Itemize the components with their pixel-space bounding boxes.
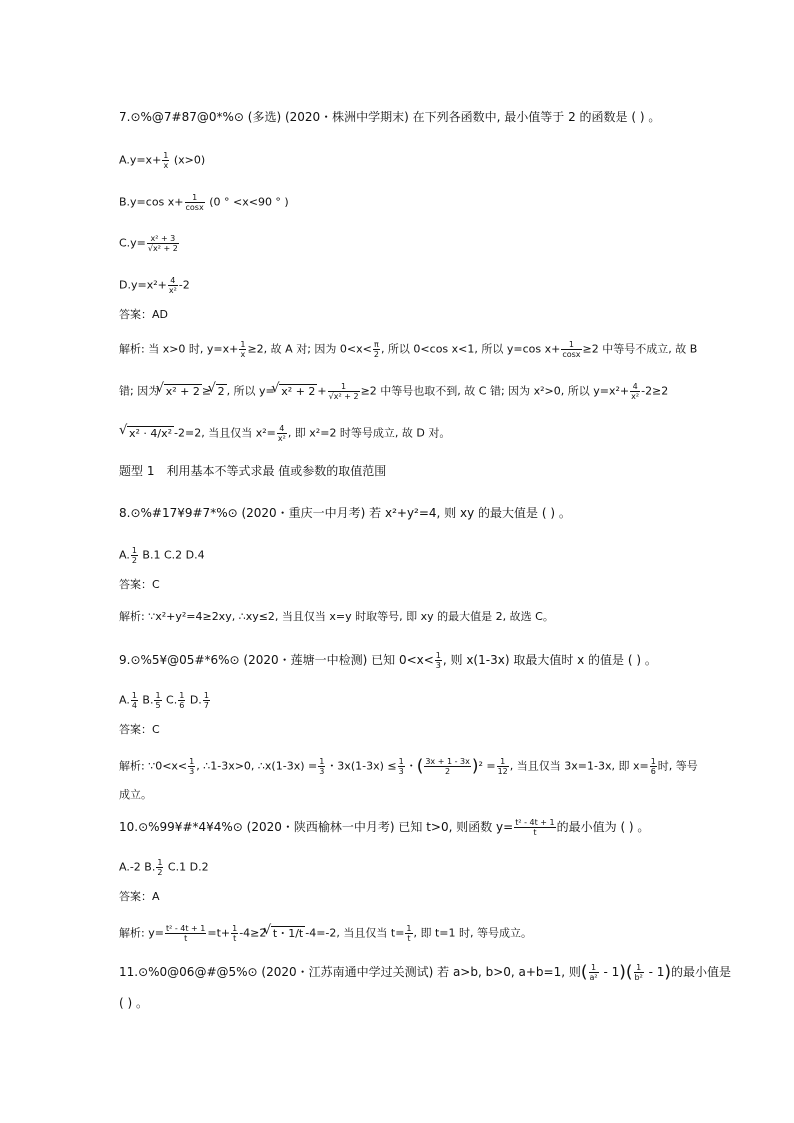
q7-option-a: A.y=x+ $\frac{1}{x}$ (x>0): [119, 151, 206, 170]
q11-stem-line2: ( ) 。: [119, 996, 148, 1010]
q10-stem: 10.⊙%99¥#*4¥4%⊙ (2020・陕西榆林一中月考) 已知 t>0, 则函数 y= $\frac{\text{t² - 4t + 1}}{t}$ 的最小值为 ( ) 。: [119, 818, 650, 837]
q7-explanation-line2: 错; 因为 √ x² + 2 ≥ √ 2 , 所以 y= √ x² + 2 + $\frac{1}{\text{√x² + 2}}$ ≥2 中等号也取不到, 故 C 错; 因为 x²>0, 所以 y=x²+ $\frac{4}{\text{x²}}$ -2≥2: [119, 382, 668, 401]
q8-options: A. $\frac{1}{2}$ B.1 C.2 D.4: [119, 546, 205, 565]
q9-answer: 答案：C: [119, 723, 160, 736]
q7-answer: 答案：AD: [119, 308, 168, 321]
q10-options: A.-2 B. $\frac{1}{2}$ C.1 D.2: [119, 858, 209, 877]
q7-option-b: B.y=cos x+ $\frac{1}{\cos x}$ (0 ° <x<90 ° ): [119, 193, 289, 212]
q7-explanation-line1: 解析: 当 x>0 时, y=x+ $\frac{1}{x}$ ≥2, 故 A 对; 因为 0<x< $\frac{\pi}{2}$ , 所以 0<cos x<1, 所以 y=cos x+ $\frac{1}{\cos x}$ ≥2 中等号不成立, 故 B: [119, 340, 698, 359]
q8-stem: 8.⊙%#17¥9#7*%⊙ (2020・重庆一中月考) 若 x²+y²=4, 则 xy 的最大值是 ( ) 。: [119, 506, 571, 520]
q10-explanation: 解析: y= $\frac{\text{t² - 4t + 1}}{t}$ =t+ $\frac{1}{t}$ -4≥2 √ t・1/t -4=-2, 当且仅当 t= $\frac{1}{t}$ , 即 t=1 时, 等号成立。: [119, 924, 532, 943]
q9-stem: 9.⊙%5¥@05#*6%⊙ (2020・莲塘一中检测) 已知 0<x< $\frac{1}{3}$ , 则 x(1-3x) 取最大值时 x 的值是 ( ) 。: [119, 651, 657, 670]
q10-answer: 答案：A: [119, 890, 160, 903]
section-title: 题型 1 利用基本不等式求最 值或参数的取值范围: [119, 464, 387, 478]
q11-stem: 11.⊙%0@06@#@5%⊙ (2020・江苏南通中学过关测试) 若 a>b, b>0, a+b=1, 则( $\frac{1}{\text{a²}}$ - 1)( $\frac{1}{\text{b²}}$ - 1)的最小值是: [119, 962, 732, 983]
q9-options: A. $\frac{1}{4}$ B. $\frac{1}{5}$ C. $\frac{1}{6}$ D. $\frac{1}{7}$: [119, 691, 209, 710]
q7-explanation-line3: √ x² · 4/x² -2=2, 当且仅当 x²= $\frac{4}{\text{x²}}$ , 即 x²=2 时等号成立, 故 D 对。: [119, 424, 450, 443]
q9-explanation-line1: 解析: ∵0<x< $\frac{1}{3}$ , ∴1-3x>0, ∴x(1-3x) = $\frac{1}{3}$ ・3x(1-3x) ≤ $\frac{1}{3}$ ・( $\frac{3x + 1 - 3x}{2}$ )² = $\frac{1}{12}$ , 当且仅当 3x=1-3x, 即 x= $\frac{1}{6}$ 时, 等号: [119, 756, 698, 777]
q7-option-c: C.y= $\frac{\text{x² + 3}}{\text{√x² + 2}}$: [119, 234, 178, 253]
q9-explanation-line2: 成立。: [119, 788, 152, 801]
q7-stem: 7.⊙%@7#87@0*%⊙ (多选) (2020・株洲中学期末) 在下列各函数中, 最小值等于 2 的函数是 ( ) 。: [119, 110, 661, 124]
q8-answer: 答案：C: [119, 578, 160, 591]
q8-explanation: 解析: ∵x²+y²=4≥2xy, ∴xy≤2, 当且仅当 x=y 时取等号, 即 xy 的最大值是 2, 故选 C。: [119, 610, 554, 623]
q7-option-d: D.y=x²+ $\frac{4}{\text{x²}}$ -2: [119, 276, 190, 295]
